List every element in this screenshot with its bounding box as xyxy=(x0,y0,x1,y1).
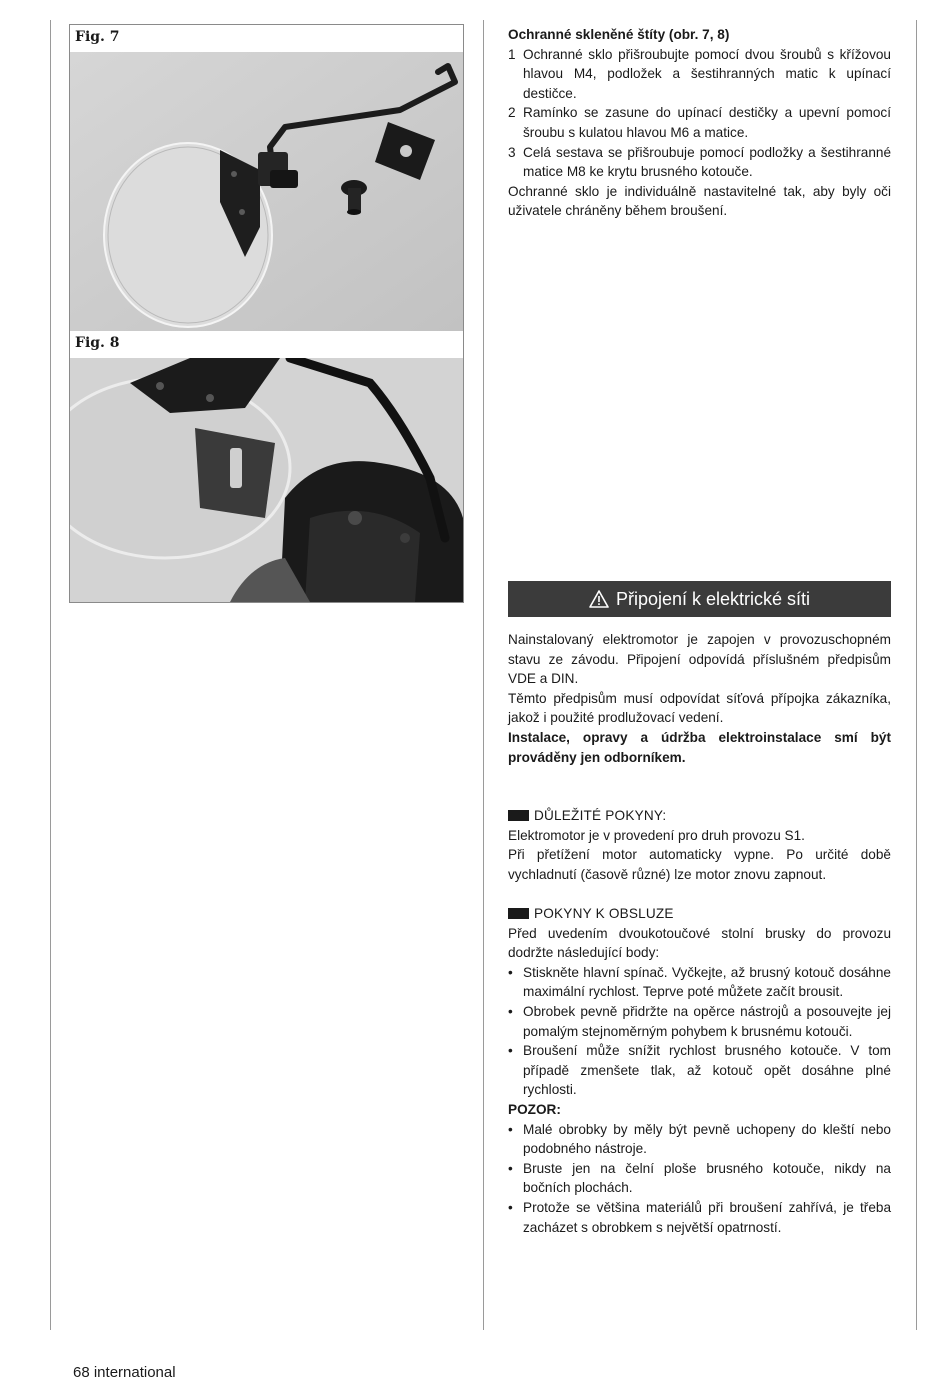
heading-block-marker xyxy=(508,908,529,919)
list-item: • Bruste jen na čelní ploše brusného kotouče, nikdy na bočních plochách. xyxy=(508,1160,891,1196)
paragraph: Těmto předpisům musí odpovídat síťová přípojka zákazníka, jakož i použité prodlužovací vedení. xyxy=(508,690,891,726)
paragraph: Ochranné sklo je individuálně nastavitelné tak, aby byly oči uživatele chráněny během broušení. xyxy=(508,183,891,219)
list-item: • Protože se většina materiálů při broušení zahřívá, je třeba zacházet s obrobkem s největší opatrností. xyxy=(508,1199,891,1235)
paragraph-bold: Instalace, opravy a údržba elektroinstalace smí být prováděny jen odborníkem. xyxy=(508,729,891,765)
assembly-steps xyxy=(508,45,891,182)
list-item: • Obrobek pevně přidržte na opěrce nástrojů a posouvejte jej pomalým stejnoměrným pohybem k brusnému kotouči. xyxy=(508,1003,891,1039)
caution-label: POZOR: xyxy=(508,1101,561,1117)
banner-title: Připojení k elektrické síti xyxy=(615,588,811,609)
figure-label: Fig. 8 xyxy=(75,335,120,351)
right-margin-rule xyxy=(916,20,917,1330)
figure-8 xyxy=(69,331,464,603)
operation-section xyxy=(508,904,891,1237)
heading-block-marker xyxy=(508,810,529,821)
paragraph: Při přetížení motor automaticky vypne. Po určité době vychladnutí (časově různé) lze motor znovu zapnout. xyxy=(508,847,891,882)
caution-bullets xyxy=(508,1120,891,1238)
paragraph: Elektromotor je v provedení pro druh provozu S1. xyxy=(508,827,805,843)
figure-label: Fig. 7 xyxy=(75,29,120,45)
left-margin-rule xyxy=(50,20,51,1330)
section-heading: POKYNY K OBSLUZE xyxy=(508,904,891,924)
list-item: 3 Celá sestava se přišroubuje pomocí podložky a šestihranné matice M8 ke krytu brusného kotouče. xyxy=(508,144,891,180)
operation-bullets xyxy=(508,963,891,1100)
section-heading: Ochranné skleněné štíty (obr. 7, 8) xyxy=(508,27,730,42)
list-item: 2 Ramínko se zasune do upínací destičky a upevní pomocí šroubu s kulatou hlavou M6 a matice. xyxy=(508,105,891,140)
section-heading: DŮLEŽITÉ POKYNY: xyxy=(508,806,891,826)
page-footer: 68 international xyxy=(73,1364,176,1381)
list-item: • Malé obrobky by měly být pevně uchopeny do kleští nebo podobného nástroje. xyxy=(508,1121,891,1157)
column-divider xyxy=(483,20,484,1330)
electrical-section xyxy=(508,630,891,767)
warning-triangle-icon xyxy=(589,590,609,608)
paragraph: Nainstalovaný elektromotor je zapojen v provozuschopném stavu ze závodu. Připojení odpovídá příslušném předpisům VDE a DIN. xyxy=(508,632,891,687)
glass-shield-section xyxy=(508,25,891,221)
figure-7 xyxy=(69,24,464,333)
list-item: • Stiskněte hlavní spínač. Vyčkejte, až brusný kotouč dosáhne maximální rychlost. Teprve poté můžete začít brousit. xyxy=(508,964,891,1000)
list-item: 1 Ochranné sklo přišroubujte pomocí dvou šroubů s křížovou hlavou M4, podložek a šestihranných matic k upínací destičce. xyxy=(508,46,891,101)
electrical-connection-banner xyxy=(508,581,891,617)
figure-7-photo xyxy=(70,52,463,332)
important-section xyxy=(508,806,891,884)
paragraph: Před uvedením dvoukotoučové stolní brusky do provozu dodržte následující body: xyxy=(508,925,891,961)
list-item: • Broušení může snížit rychlost brusného kotouče. V tom případě zmenšete tlak, až kotouč opět dosáhne plné rychlosti. xyxy=(508,1043,891,1098)
figure-8-photo xyxy=(70,358,463,602)
